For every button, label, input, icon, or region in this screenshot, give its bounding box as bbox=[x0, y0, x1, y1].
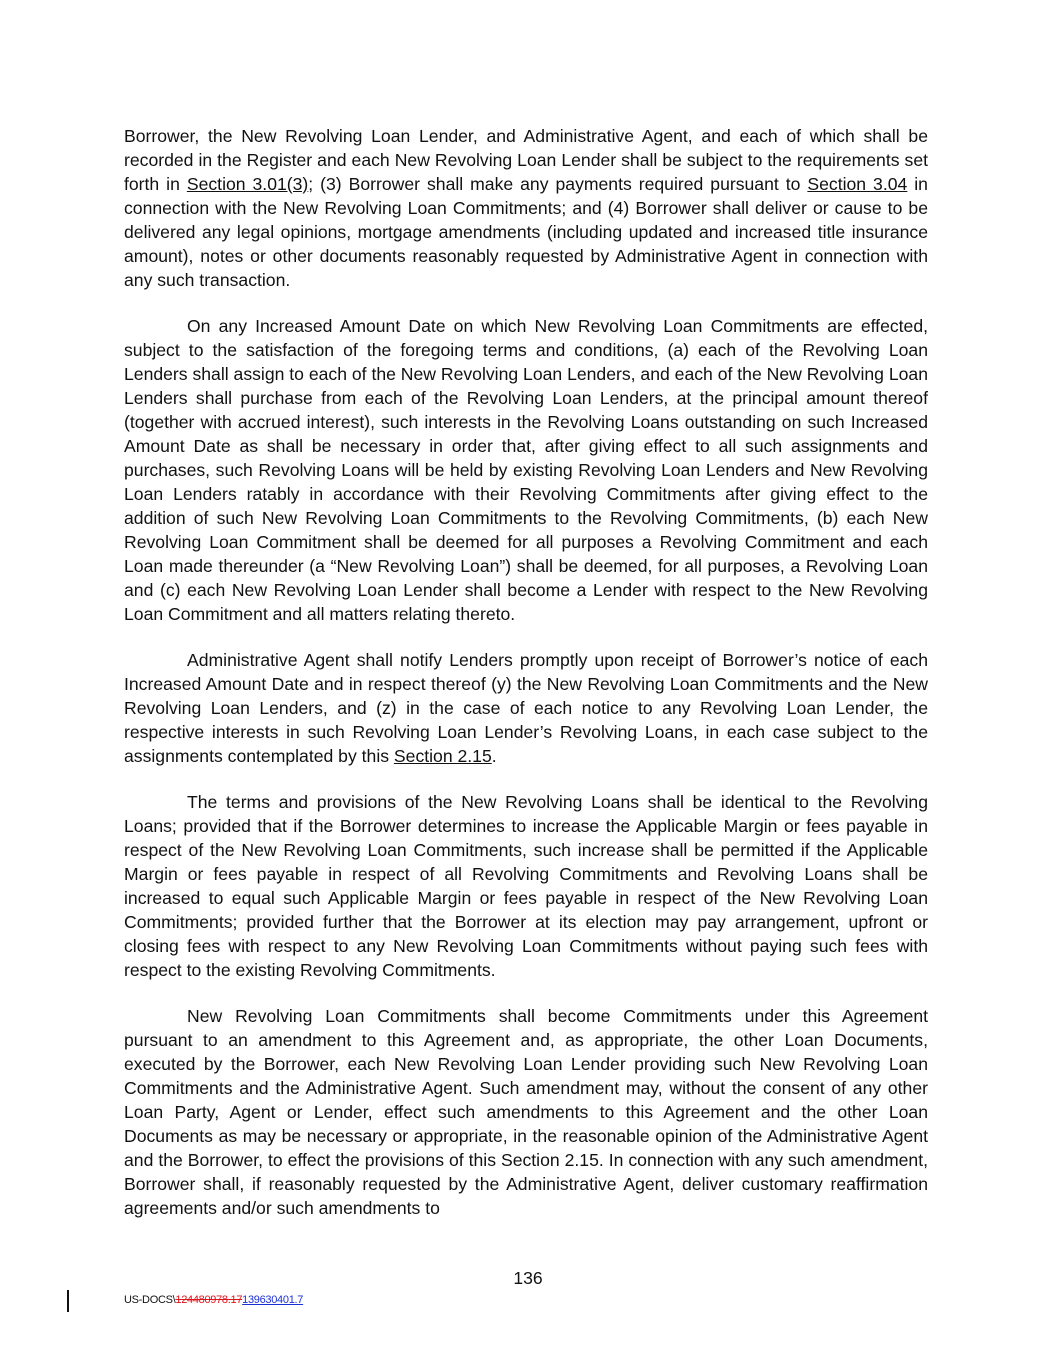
paragraph-1-text-b: ; (3) Borrower shall make any payments required pursuant to bbox=[308, 174, 808, 194]
paragraph-3 bbox=[124, 648, 928, 768]
paragraph-3-text-b: . bbox=[491, 746, 497, 766]
section-reference-3-04: Section 3.04 bbox=[807, 174, 908, 194]
page-number: 136 bbox=[513, 1268, 543, 1288]
paragraph-4: The terms and provisions of the New Revolving Loans shall be identical to the Revolving Loans; provided that if the Borrower determines to increase the Applicable Margin or fees payable in respect of the New Revolving Loan Commitments, such increase shall be permitted if the Applicable Margin or fees payable in respect of all Revolving Commitments and Revolving Loans shall be increased to equal such Applicable Margin or fees payable in respect of the New Revolving Loan Commitments; provided further that the Borrower at its election may pay arrangement, upfront or closing fees with respect to any New Revolving Loan Commitments without paying such fees with respect to the existing Revolving Commitments. bbox=[124, 792, 928, 980]
inserted-document-id: 139630401.7 bbox=[242, 1294, 304, 1306]
document-id-prefix: US-DOCS\ bbox=[124, 1294, 176, 1306]
revision-change-bar bbox=[67, 1290, 69, 1312]
paragraph-5: New Revolving Loan Commitments shall become Commitments under this Agreement pursuant to an amendment to this Agreement and, as appropriate, the other Loan Documents, executed by the Borrower, each New Revolving Loan Lender providing such New Revolving Loan Commitments and the Administrative Agent. Such amendment may, without the consent of any other Loan Party, Agent or Lender, effect such amendments to this Agreement and the other Loan Documents as may be necessary or appropriate, in the reasonable opinion of the Administrative Agent and the Borrower, to effect the provisions of this Section 2.15. In connection with any such amendment, Borrower shall, if reasonably requested by the Administrative Agent, deliver customary reaffirmation agreements and/or such amendments to bbox=[124, 1006, 928, 1218]
document-body bbox=[124, 124, 928, 1242]
document-id-footer bbox=[124, 1294, 303, 1306]
paragraph-1-text-a: Borrower, the New Revolving Loan Lender, and Administrative Agent, and each of which shall be recorded in the Register and each New Revolving Loan Lender shall be subject to the requirements set forth in bbox=[124, 126, 928, 194]
paragraph-1-text-c: in connection with the New Revolving Loan Commitments; and (4) Borrower shall deliver or cause to be delivered any legal opinions, mortgage amendments (including updated and increased title insurance amount), notes or other documents reasonably requested by Administrative Agent in connection with any such transaction. bbox=[124, 174, 928, 290]
paragraph-3-text-a: Administrative Agent shall notify Lenders promptly upon receipt of Borrower’s notice of each Increased Amount Date and in respect thereof (y) the New Revolving Loan Commitments and the New Revolving Loan Lenders, and (z) in the case of each notice to any Revolving Loan Lender, the respective interests in such Revolving Loan Lender’s Revolving Loans, in each case subject to the assignments contemplated by this bbox=[124, 650, 928, 766]
paragraph-1 bbox=[124, 124, 928, 292]
section-reference-3-01-3: Section 3.01(3) bbox=[186, 174, 309, 194]
section-reference-2-15: Section 2.15 bbox=[393, 746, 492, 766]
deleted-document-id: 124480978.17 bbox=[175, 1294, 243, 1306]
paragraph-2: On any Increased Amount Date on which New Revolving Loan Commitments are effected, subject to the satisfaction of the foregoing terms and conditions, (a) each of the Revolving Loan Lenders shall assign to each of the New Revolving Loan Lenders, and each of the New Revolving Loan Lenders shall purchase from each of the Revolving Loan Lenders, at the principal amount thereof (together with accrued interest), such interests in the Revolving Loans outstanding on such Increased Amount Date as shall be necessary in order that, after giving effect to all such assignments and purchases, such Revolving Loans will be held by existing Revolving Loan Lenders and New Revolving Loan Lenders ratably in accordance with their Revolving Commitments after giving effect to the addition of such New Revolving Loan Commitments to the Revolving Commitments, (b) each New Revolving Loan Commitment shall be deemed for all purposes a Revolving Commitment and each Loan made thereunder (a “New Revolving Loan”) shall be deemed, for all purposes, a Revolving Loan and (c) each New Revolving Loan Lender shall become a Lender with respect to the New Revolving Loan Commitment and all matters relating thereto. bbox=[124, 316, 928, 624]
